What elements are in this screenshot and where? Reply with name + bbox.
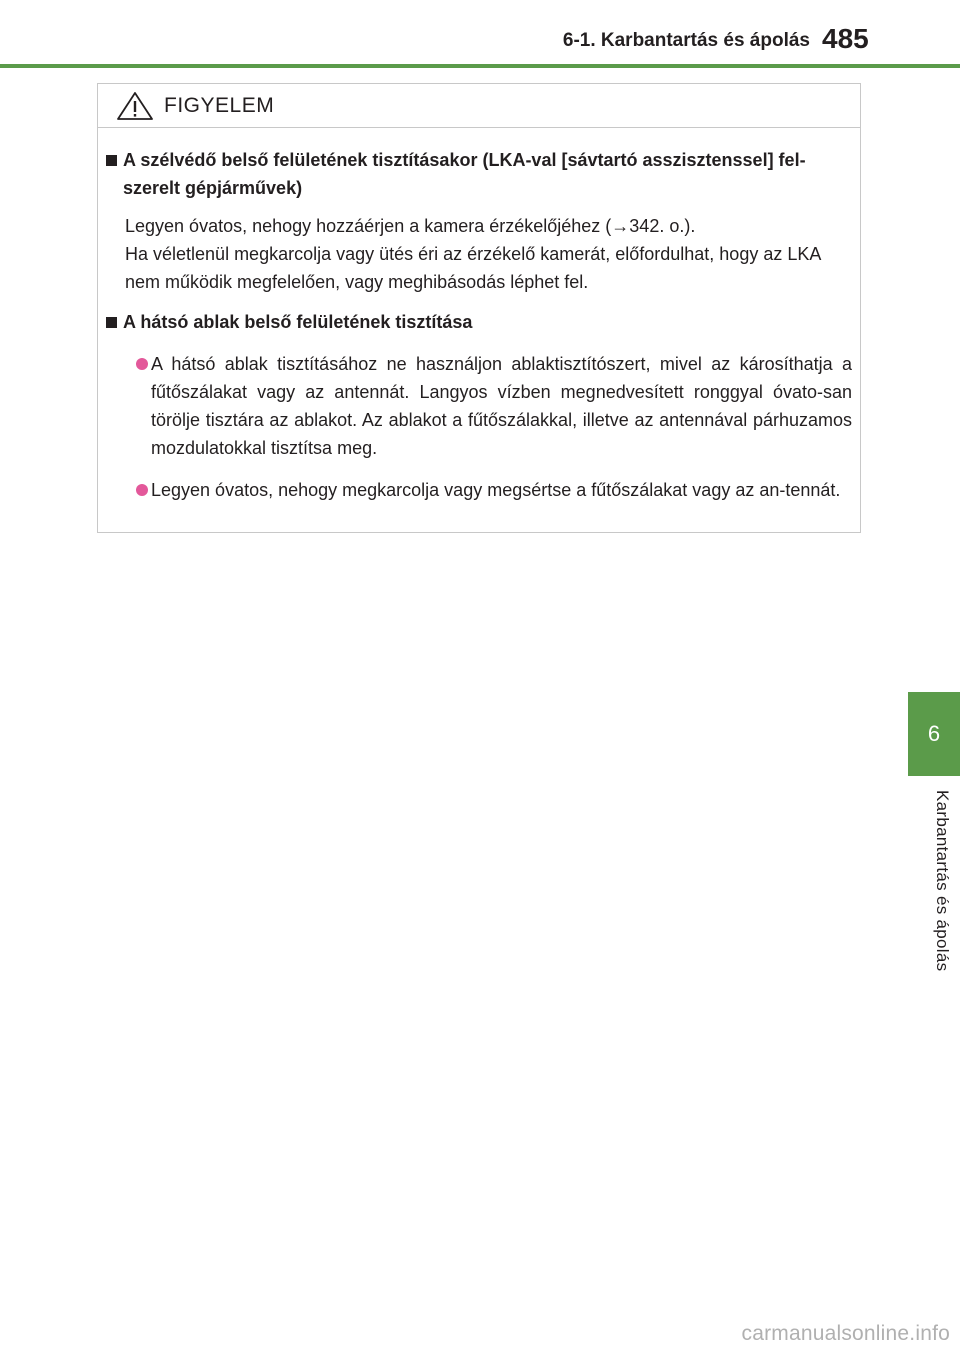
watermark: carmanualsonline.info <box>741 1322 950 1345</box>
section-heading-text: A szélvédő belső felületének tisztításakor (LKA-val [sávtartó asszisztenssel] fel-szerelt gépjárművek) <box>123 150 806 198</box>
paragraph <box>106 212 852 296</box>
page-number: 485 <box>822 23 869 54</box>
bullet-dot-icon <box>136 358 148 370</box>
chapter-tab <box>908 692 960 776</box>
section-heading-text: A hátsó ablak belső felületének tisztítása <box>123 312 473 332</box>
list-item <box>106 476 852 504</box>
warning-title: FIGYELEM <box>164 93 275 117</box>
paragraph-line: Ha véletlenül megkarcolja vagy ütés éri az érzékelő kamerát, előfordulhat, hogy az LKA nem működik megfelelően, vagy meghibásodás léphet fel. <box>125 244 821 292</box>
warning-header <box>98 84 860 128</box>
square-bullet-icon <box>106 317 117 328</box>
warning-body <box>98 128 860 504</box>
list-item-text: Legyen óvatos, nehogy megkarcolja vagy megsértse a fűtőszálakat vagy az an-tennát. <box>151 480 841 500</box>
chapter-label: Karbantartás és ápolás <box>933 790 952 972</box>
header-rule <box>0 64 960 68</box>
square-bullet-icon <box>106 155 117 166</box>
bullet-dot-icon <box>136 484 148 496</box>
list-item <box>106 350 852 462</box>
warning-box <box>97 83 861 533</box>
section-heading <box>106 146 852 202</box>
list-item-text: A hátsó ablak tisztításához ne használjon ablaktisztítószert, mivel az károsíthatja a fűtőszálakat vagy az antennát. Langyos vízben megnedvesített ronggyal óvato-san törölje tisztára az ablakot. Az ablakot a fűtőszálakkal, illetve az antennával párhuzamos mozdulatokkal tisztítsa meg. <box>151 354 852 458</box>
chapter-number: 6 <box>927 721 941 746</box>
section-heading <box>106 308 852 336</box>
warning-triangle-icon <box>116 91 154 121</box>
paragraph-line: Legyen óvatos, nehogy hozzáérjen a kamera érzékelőjéhez (→342. o.). <box>125 216 696 236</box>
section-title: 6-1. Karbantartás és ápolás <box>562 30 810 51</box>
